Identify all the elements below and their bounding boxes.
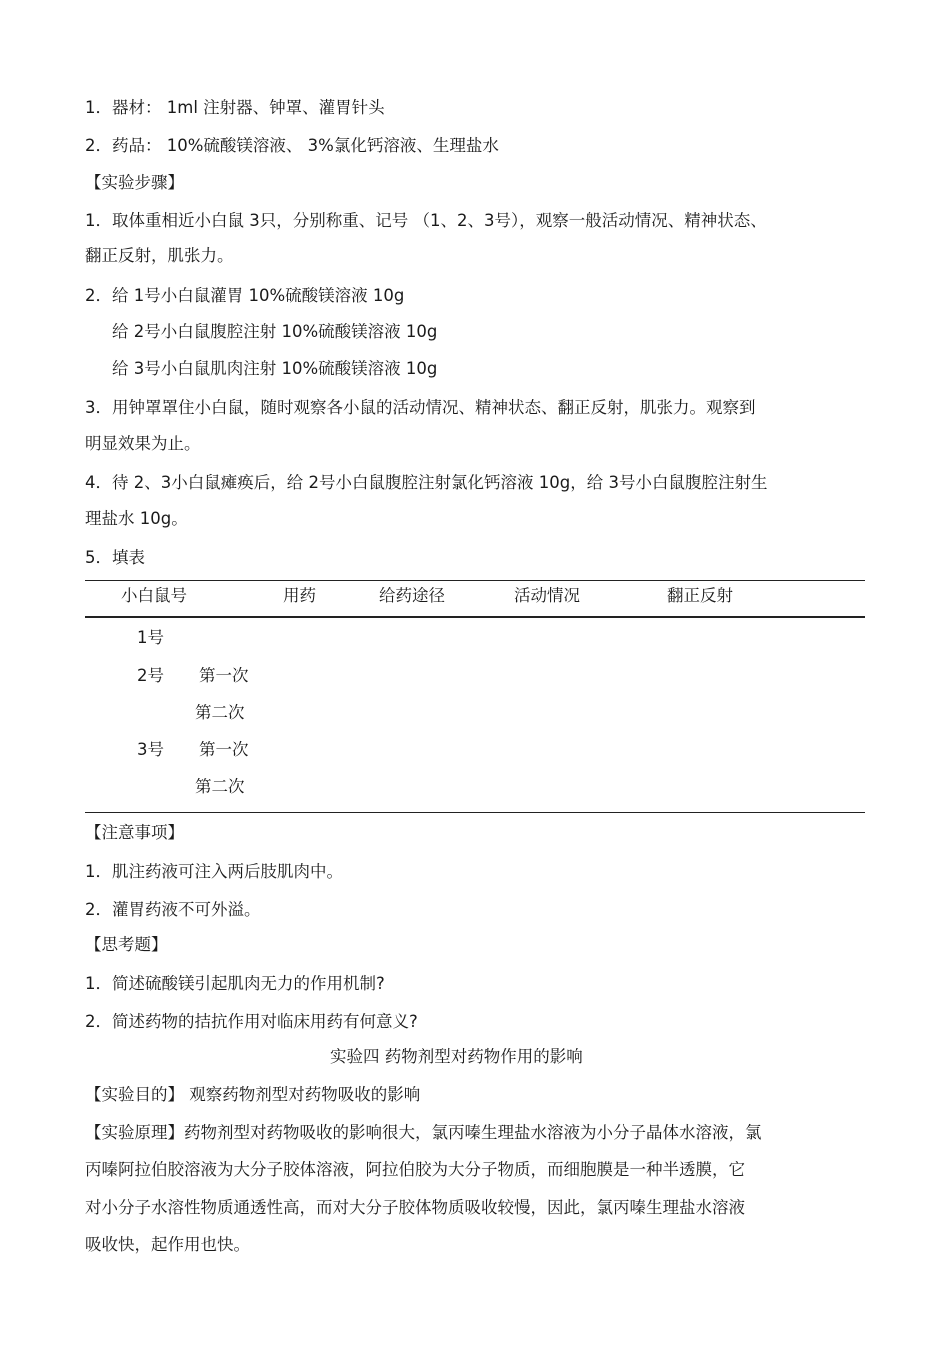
table-header-righting-reflex: 翻正反射	[667, 586, 733, 605]
table-header-route: 给药途径	[379, 586, 445, 605]
step-4-line-2: 理盐水 10g。	[85, 509, 188, 528]
questions-header: 【思考题】	[85, 935, 168, 954]
table-row-1-label: 1号	[137, 628, 164, 647]
steps-header: 【实验步骤】	[85, 173, 184, 192]
step-2-line-2: 给 2号小白鼠腹腔注射 10%硫酸镁溶液 10g	[112, 322, 438, 341]
notes-header: 【注意事项】	[85, 823, 184, 842]
table-header-activity: 活动情况	[514, 586, 580, 605]
experiment-4-purpose: 【实验目的】 观察药物剂型对药物吸收的影响	[85, 1085, 421, 1104]
table-top-rule	[85, 580, 865, 581]
table-row-3-second: 第二次	[195, 777, 245, 796]
table-row-2-second: 第二次	[195, 703, 245, 722]
step-4-line-1: 4．待 2、3小白鼠瘫痪后，给 2号小白鼠腹腔注射氯化钙溶液 10g，给 3号小白鼠腹腔注射生	[85, 473, 768, 492]
table-row-2-first: 第一次	[199, 666, 249, 685]
table-row-3-first: 第一次	[199, 740, 249, 759]
experiment-4-principle-line-3: 对小分子水溶性物质通透性高，而对大分子胶体物质吸收较慢，因此，氯丙嗪生理盐水溶液	[85, 1198, 745, 1217]
step-2-line-1: 2．给 1号小白鼠灌胃 10%硫酸镁溶液 10g	[85, 286, 405, 305]
table-row-3-label: 3号	[137, 740, 164, 759]
experiment-4-title: 实验四 药物剂型对药物作用的影响	[330, 1047, 583, 1066]
step-1-line-1: 1．取体重相近小白鼠 3只，分别称重、记号 （1、2、3号），观察一般活动情况、精神状态、	[85, 211, 767, 230]
equipment-line: 1．器材： 1ml 注射器、钟罩、灌胃针头	[85, 98, 385, 117]
table-bottom-rule	[85, 812, 865, 813]
step-1-line-2: 翻正反射，肌张力。	[85, 246, 234, 265]
table-row-2-label: 2号	[137, 666, 164, 685]
table-header-drug: 用药	[283, 586, 316, 605]
experiment-4-principle-line-2: 丙嗪阿拉伯胶溶液为大分子胶体溶液，阿拉伯胶为大分子物质，而细胞膜是一种半透膜，它	[85, 1160, 745, 1179]
step-2-line-3: 给 3号小白鼠肌肉注射 10%硫酸镁溶液 10g	[112, 359, 438, 378]
experiment-4-principle-line-1: 【实验原理】药物剂型对药物吸收的影响很大，氯丙嗪生理盐水溶液为小分子晶体水溶液，氯	[85, 1123, 762, 1142]
step-5: 5．填表	[85, 548, 145, 567]
question-2: 2．简述药物的拮抗作用对临床用药有何意义?	[85, 1012, 418, 1031]
step-3-line-2: 明显效果为止。	[85, 434, 201, 453]
drugs-line: 2．药品： 10%硫酸镁溶液、 3%氯化钙溶液、生理盐水	[85, 136, 499, 155]
table-header-rule	[85, 616, 865, 618]
note-2: 2．灌胃药液不可外溢。	[85, 900, 261, 919]
note-1: 1．肌注药液可注入两后肢肌肉中。	[85, 862, 343, 881]
table-header-mouse-no: 小白鼠号	[121, 586, 187, 605]
experiment-4-principle-line-4: 吸收快，起作用也快。	[85, 1235, 250, 1254]
step-3-line-1: 3．用钟罩罩住小白鼠，随时观察各小鼠的活动情况、精神状态、翻正反射，肌张力。观察到	[85, 398, 756, 417]
question-1: 1．简述硫酸镁引起肌肉无力的作用机制?	[85, 974, 385, 993]
